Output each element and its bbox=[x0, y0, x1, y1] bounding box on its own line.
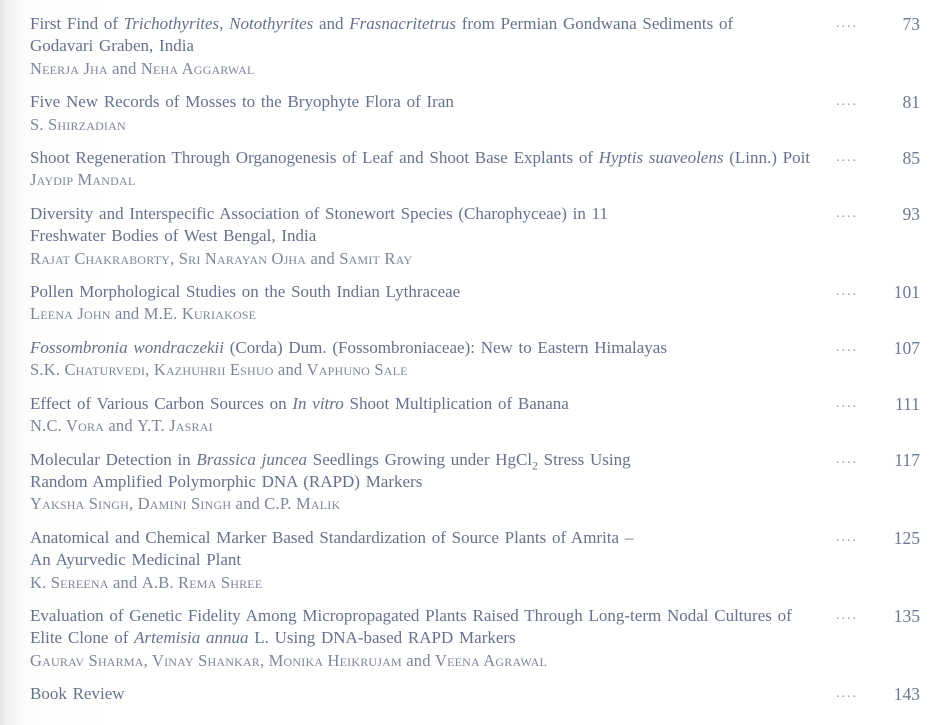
text-segment: First Find of bbox=[30, 14, 124, 33]
text-segment: Rajat Chakraborty, Sri Narayan Ojha bbox=[30, 248, 307, 268]
toc-entry bbox=[30, 393, 920, 438]
title-italic-segment: Fossombronia wondraczekii bbox=[30, 337, 225, 357]
text-segment: and bbox=[108, 572, 142, 592]
text-segment: S. Shirzadian bbox=[30, 114, 126, 134]
entry-authors bbox=[30, 58, 830, 80]
text-segment: (Corda) Dum. (Fossombroniaceae): New to Eastern Himalayas bbox=[224, 337, 667, 357]
text-segment: Veena Agrawal bbox=[434, 650, 547, 670]
text-segment: Jaydip Mandal bbox=[30, 170, 136, 190]
text-segment: Godavari Graben, India bbox=[30, 36, 194, 56]
dots-leader: .... bbox=[836, 94, 858, 110]
text-segment: Leena John bbox=[30, 304, 111, 324]
entry-authors bbox=[30, 572, 830, 594]
entry-title bbox=[30, 683, 830, 705]
text-segment: from Permian Gondwana Sediments of bbox=[456, 14, 734, 33]
text-segment: Stress Using bbox=[537, 449, 631, 469]
text-segment: and bbox=[306, 248, 340, 268]
text-segment: and bbox=[110, 304, 144, 324]
text-segment: N.C. Vora bbox=[30, 416, 105, 436]
dots-leader: .... bbox=[836, 686, 858, 702]
text-segment: Neerja Jha bbox=[30, 58, 108, 78]
text-segment: A.B. Rema Shree bbox=[141, 572, 263, 592]
entry-authors bbox=[30, 415, 830, 437]
dots-leader: .... bbox=[836, 529, 858, 545]
text-segment: Gaurav Sharma, Vinay Shankar, Monika Heikrujam bbox=[30, 650, 402, 670]
entry-title-line bbox=[30, 449, 830, 471]
toc-entry bbox=[30, 147, 920, 192]
text-segment: and bbox=[273, 360, 307, 380]
entry-title-line bbox=[30, 147, 830, 169]
entry-title bbox=[30, 91, 830, 136]
text-segment: Shoot Multiplication of Banana bbox=[343, 393, 569, 413]
entry-title-line bbox=[30, 35, 830, 57]
text-segment: Pollen Morphological Studies on the South Indian Lythraceae bbox=[30, 282, 461, 302]
page-number: 117 bbox=[894, 449, 920, 470]
page-number: 125 bbox=[893, 527, 920, 548]
entry-title bbox=[30, 393, 830, 438]
page-number: 135 bbox=[893, 605, 920, 626]
text-segment: 2 bbox=[532, 458, 538, 472]
text-segment: Random Amplified Polymorphic DNA (RAPD) Markers bbox=[30, 471, 423, 491]
text-segment: Freshwater Bodies of West Bengal, India bbox=[30, 226, 317, 246]
page-number: 93 bbox=[902, 203, 920, 224]
entry-title-line bbox=[30, 627, 830, 649]
entry-title-line bbox=[30, 91, 830, 113]
page-number: 73 bbox=[902, 14, 920, 34]
text-segment: Five New Records of Mosses to the Bryophyte Flora of Iran bbox=[30, 92, 454, 112]
page-number: 101 bbox=[893, 282, 920, 303]
text-segment: Anatomical and Chemical Marker Based Standardization of Source Plants of Amrita – bbox=[30, 527, 634, 547]
dots-leader: .... bbox=[836, 150, 858, 166]
text-segment: Effect of Various Carbon Sources on bbox=[30, 393, 293, 413]
entry-title-line bbox=[30, 393, 830, 415]
toc-entry bbox=[30, 605, 920, 672]
entry-authors bbox=[30, 248, 830, 270]
title-italic-segment: Artemisia annua bbox=[134, 628, 249, 648]
page-number: 111 bbox=[895, 393, 920, 414]
entry-title bbox=[30, 147, 830, 192]
page-number: 107 bbox=[893, 337, 920, 358]
title-italic-segment: Hyptis suaveolens bbox=[598, 148, 724, 168]
entry-title bbox=[30, 605, 830, 672]
dots-leader: .... bbox=[836, 284, 858, 300]
entry-title-line bbox=[30, 225, 830, 247]
text-segment: Shoot Regeneration Through Organogenesis of Leaf and Shoot Base Explants of bbox=[30, 148, 599, 168]
text-segment: and bbox=[104, 416, 138, 436]
entry-title bbox=[30, 203, 830, 270]
text-segment: M.E. Kuriakose bbox=[143, 304, 257, 324]
page-number: 143 bbox=[893, 684, 920, 705]
entry-title bbox=[30, 13, 830, 80]
title-italic-segment: Frasnacritetrus bbox=[349, 14, 457, 33]
toc-entry bbox=[30, 683, 920, 705]
text-segment: Vaphuno Sale bbox=[306, 360, 408, 380]
entry-authors bbox=[30, 650, 830, 672]
dots-leader: .... bbox=[836, 451, 858, 467]
text-segment: Yaksha Singh, Damini Singh bbox=[30, 494, 232, 514]
text-segment: L. Using DNA-based RAPD Markers bbox=[248, 628, 516, 648]
entry-authors bbox=[30, 114, 830, 136]
text-segment: Book Review bbox=[30, 684, 125, 704]
text-segment: Y.T. Jasrai bbox=[137, 416, 213, 436]
toc-entry bbox=[30, 13, 920, 80]
entry-title-line bbox=[30, 527, 830, 549]
text-segment: K. Sereena bbox=[30, 572, 109, 592]
text-segment: Diversity and Interspecific Association of Stonewort Species (Charophyceae) in 11 bbox=[30, 203, 608, 223]
text-segment: C.P. Malik bbox=[264, 494, 341, 514]
text-segment: and bbox=[231, 494, 265, 514]
entry-title bbox=[30, 449, 830, 516]
text-segment: Seedlings Growing under HgCl bbox=[307, 449, 533, 469]
text-segment: and bbox=[401, 650, 435, 670]
text-segment: Molecular Detection in bbox=[30, 449, 197, 469]
text-segment: (Linn.) Poit bbox=[723, 148, 811, 168]
entry-authors bbox=[30, 359, 830, 381]
entry-title-line bbox=[30, 13, 830, 35]
page-number: 81 bbox=[902, 92, 920, 113]
entry-title-line bbox=[30, 337, 830, 359]
entry-title-line bbox=[30, 281, 830, 303]
dots-leader: .... bbox=[836, 395, 858, 411]
entry-title bbox=[30, 527, 830, 594]
toc-entry bbox=[30, 203, 920, 270]
entry-title-line bbox=[30, 683, 830, 705]
entry-title-line bbox=[30, 605, 830, 627]
toc-entry bbox=[30, 449, 920, 516]
text-segment: Neha Aggarwal bbox=[140, 58, 255, 78]
title-italic-segment: In vitro bbox=[292, 393, 344, 413]
text-segment: Elite Clone of bbox=[30, 628, 135, 648]
toc-entry bbox=[30, 281, 920, 326]
text-segment: Evaluation of Genetic Fidelity Among Micropropagated Plants Raised Through Long-term Nodal Cultures of bbox=[30, 605, 792, 625]
dots-leader: .... bbox=[836, 607, 858, 623]
toc-entry bbox=[30, 337, 920, 382]
text-segment: and bbox=[107, 58, 141, 78]
title-italic-segment: Brassica juncea bbox=[196, 449, 307, 469]
entry-authors bbox=[30, 493, 830, 515]
entry-authors bbox=[30, 303, 830, 325]
entry-title-line bbox=[30, 549, 830, 571]
text-segment: Samit Ray bbox=[339, 248, 413, 268]
entry-title bbox=[30, 281, 830, 326]
entry-title bbox=[30, 337, 830, 382]
toc-entry bbox=[30, 527, 920, 594]
text-segment: An Ayurvedic Medicinal Plant bbox=[30, 550, 242, 570]
toc-entry bbox=[30, 91, 920, 136]
dots-leader: .... bbox=[836, 205, 858, 221]
text-segment: and bbox=[313, 14, 350, 33]
entry-authors bbox=[30, 169, 830, 191]
page-number: 85 bbox=[902, 148, 920, 169]
text-segment: S.K. Chaturvedi, Kazhuhrii Eshuo bbox=[30, 360, 274, 380]
dots-leader: .... bbox=[836, 339, 858, 355]
entry-title-line bbox=[30, 203, 830, 225]
title-italic-segment: Trichothyrites, Notothyrites bbox=[123, 14, 314, 33]
entry-title-line bbox=[30, 471, 830, 493]
dots-leader: .... bbox=[836, 16, 858, 31]
